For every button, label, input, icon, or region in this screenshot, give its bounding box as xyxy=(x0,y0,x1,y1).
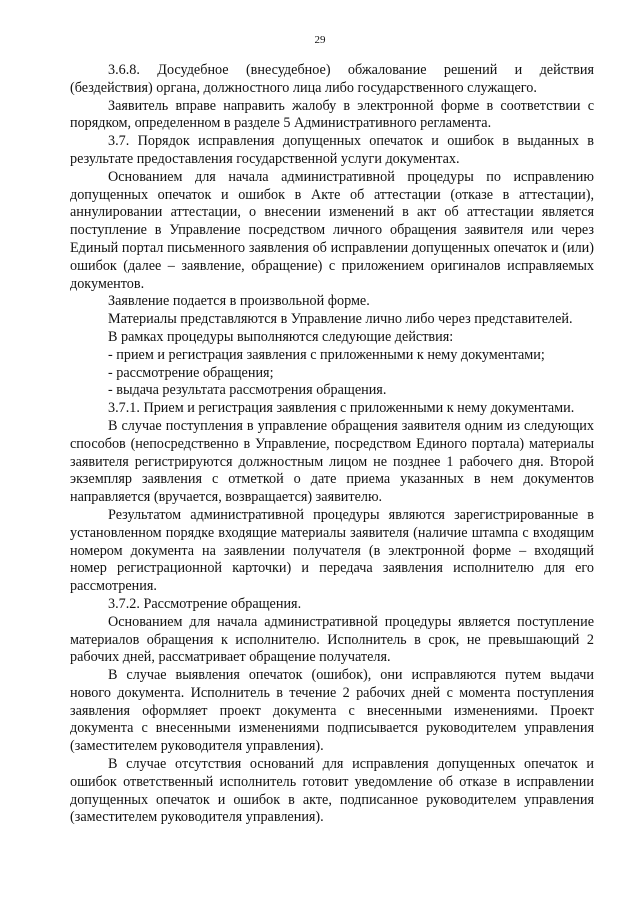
paragraph-registration: В случае поступления в управление обращения заявителя одним из следующих способов (непосредственно в Управление, посредством Единого портала) материалы заявителя регистрируются должностным лицом не позднее 1 рабочего дня. Второй экземпляр заявления с отметкой о дате приема указанных в нем документов направляется (вручается, возвращается) заявителю. xyxy=(70,417,594,506)
paragraph-basis: Основанием для начала административной процедуры по исправлению допущенных опечаток и ошибок в Акте об аттестации (отказе в аттестации), аннулировании аттестации, о внесении изменений в акт об аттестации является поступление в Управление посредством личного обращения заявителя или через Единый портал письменного заявления об исправлении допущенных опечаток и (или) ошибок (далее – заявление, обращение) с приложением оригиналов исправляемых документов. xyxy=(70,168,594,292)
page-number: 29 xyxy=(314,34,326,46)
paragraph-review-basis: Основанием для начала административной процедуры является поступление материалов обращения к исполнителю. Исполнитель в срок, не превышающий 2 рабочих дней, рассматривает обращение получателя. xyxy=(70,613,594,666)
paragraph-materials: Материалы представляются в Управление лично либо через представителей. xyxy=(108,311,573,328)
paragraph-registration-result: Результатом административной процедуры являются зарегистрированные в установленном порядке входящие материалы заявителя (наличие штампа с входящим номером документа на заявлении получателя (в электронной форме – входящий номер регистрационной карточки) и передача заявления исполнителю для его рассмотрения. xyxy=(70,506,594,595)
list-item-reception: - прием и регистрация заявления с приложенными к нему документами; xyxy=(108,346,545,363)
list-item-review: - рассмотрение обращения; xyxy=(108,364,274,381)
paragraph-3-6-8: 3.6.8. Досудебное (внесудебное) обжалование решений и действия (бездействия) органа, должностного лица либо государственного служащего. xyxy=(70,62,594,96)
paragraph-actions-intro: В рамках процедуры выполняются следующие действия: xyxy=(108,328,454,345)
paragraph-errors-found: В случае выявления опечаток (ошибок), они исправляются путем выдачи нового документа. Исполнитель в течение 2 рабочих дней с момента поступления заявления оформляет проект документа с внесенными изменениями. Проект документа с внесенными изменениями подписывается руководителем управления (заместителем руководителя управления). xyxy=(70,667,594,755)
list-item-result: - выдача результата рассмотрения обращения. xyxy=(108,382,387,399)
paragraph-no-grounds: В случае отсутствия оснований для исправления допущенных опечаток и ошибок ответственный исполнитель готовит уведомление об отказе в исправлении допущенных опечаток и ошибок в акте, подписанное руководителем управления (заместителем руководителя управления). xyxy=(70,756,594,826)
document-body xyxy=(70,62,594,827)
paragraph-free-form: Заявление подается в произвольной форме. xyxy=(108,293,370,310)
paragraph-complaint-electronic: Заявитель вправе направить жалобу в электронной форме в соответствии с порядком, определенном в разделе 5 Административного регламента. xyxy=(70,97,594,132)
paragraph-3-7-1-heading: 3.7.1. Прием и регистрация заявления с приложенными к нему документами. xyxy=(108,400,575,417)
paragraph-3-7-heading: 3.7. Порядок исправления допущенных опечаток и ошибок в выданных в результате предоставления государственной услуги документах. xyxy=(70,133,594,167)
paragraph-3-7-2-heading: 3.7.2. Рассмотрение обращения. xyxy=(108,595,302,612)
